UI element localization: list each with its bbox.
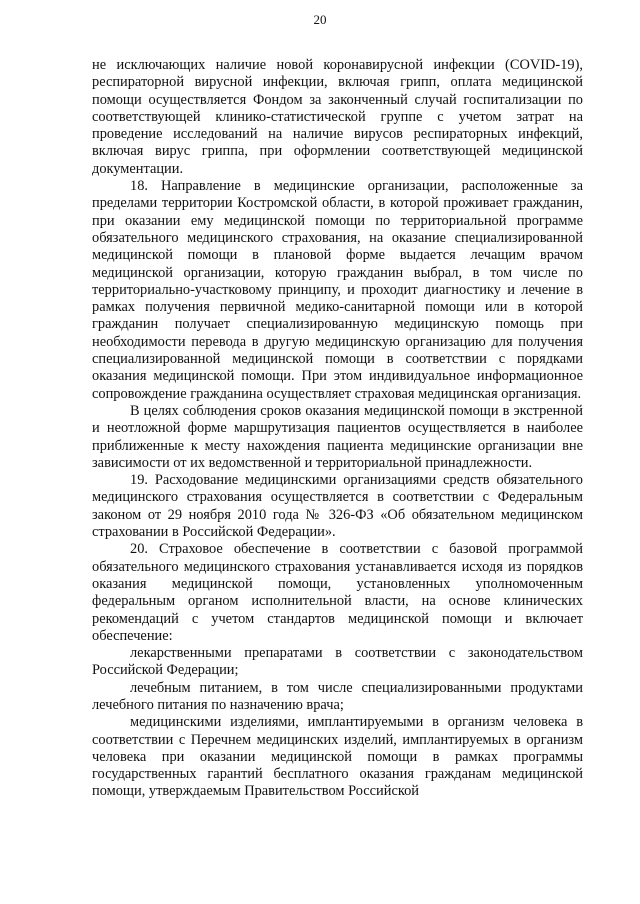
page-number: 20 — [313, 12, 327, 27]
list-item-medicines: лекарственными препаратами в соответствии с законодательством Российской Федерации; — [92, 645, 583, 679]
document-body — [92, 57, 583, 801]
paragraph-emergency-routing: В целях соблюдения сроков оказания медицинской помощи в экстренной и неотложной форме маршрутизация пациентов осуществляется в наиболее приближенные к месту нахождения пациента медицинские организации вне зависимости от их ведомственной и территориальной принадлежности. — [92, 402, 583, 471]
paragraph-18-referral: 18. Направление в медицинские организации, расположенные за пределами территории Костромской области, в которой проживает гражданин, при оказании ему медицинской помощи по территориальной программе обязательного медицинского страхования, на оказание специализированной медицинской помощи в плановой форме выдается лечащим врачом медицинской организации, которую гражданин выбрал, в том числе по территориально-участковому принципу, и проходит диагностику и лечение в рамках получения первичной медико-санитарной помощи или в которой гражданин получает специализированную медицинскую помощь при необходимости перевода в другую медицинскую организацию для получения специализированной медицинской помощи в соответствии с порядками оказания медицинской помощи. При этом индивидуальное информационное сопровождение гражданина осуществляет страховая медицинская организация. — [92, 178, 583, 402]
paragraph-19-spending: 19. Расходование медицинскими организациями средств обязательного медицинского страхования осуществляется в соответствии с Федеральным законом от 29 ноября 2010 года № 326-ФЗ «Об обязательном медицинском страховании в Российской Федерации». — [92, 472, 583, 541]
list-item-nutrition: лечебным питанием, в том числе специализированными продуктами лечебного питания по назначению врача; — [92, 679, 583, 713]
paragraph-covid-payment: не исключающих наличие новой коронавирусной инфекции (COVID-19), респираторной вирусной инфекции, включая грипп, оплата медицинской помощи осуществляется Фондом за законченный случай госпитализации по соответствующей клинико-статистической группе с учетом затрат на проведение исследований на наличие вирусов респираторных инфекций, включая вирус гриппа, при оформлении соответствующей медицинской документации. — [92, 57, 583, 177]
list-item-medical-devices: медицинскими изделиями, имплантируемыми в организм человека в соответствии с Перечнем медицинских изделий, имплантируемых в организм человека при оказании медицинской помощи в рамках программы государственных гарантий бесплатного оказания гражданам медицинской помощи, утверждаемым Правительством Российской — [92, 714, 583, 800]
paragraph-20-insurance: 20. Страховое обеспечение в соответствии с базовой программой обязательного медицинского страхования устанавливается исходя из порядков оказания медицинской помощи, установленных уполномоченным федеральным органом исполнительной власти, на основе клинических рекомендаций с учетом стандартов медицинской помощи и включает обеспечение: — [92, 541, 583, 644]
